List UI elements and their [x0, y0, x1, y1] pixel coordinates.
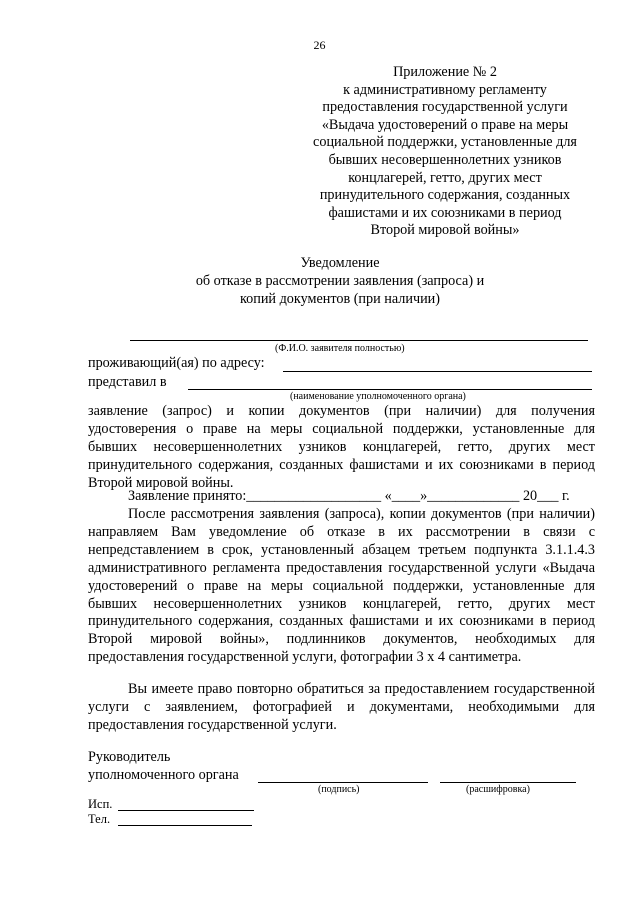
appendix-block [300, 64, 590, 240]
organ-line [188, 389, 592, 390]
appendix-line: фашистами и их союзниками в период [328, 204, 562, 221]
organ-caption: (наименование уполномоченного органа) [290, 391, 466, 402]
title-line: копий документов (при наличии) [239, 291, 440, 307]
address-label: проживающий(ая) по адресу: [88, 355, 265, 371]
appendix-line: Второй мировой войны» [370, 222, 520, 239]
appendix-line: «Выдача удостоверений о праве на меры [321, 116, 569, 133]
signature-line [258, 782, 428, 783]
title-line: об отказе в рассмотрении заявления (запроса) и [195, 273, 485, 289]
executor-label: Исп. [88, 797, 113, 811]
appendix-line: к административному регламенту [343, 81, 547, 98]
signature-role: Руководитель [88, 749, 171, 765]
appendix-line: предоставления государственной услуги [322, 99, 568, 116]
decode-line [440, 782, 576, 783]
accepted-line: Заявление принято:___________________ «____»_____________ 20___ г. [128, 488, 570, 504]
executor-line [118, 810, 254, 811]
paragraph-3: Вы имеете право повторно обратиться за предоставлением государственной услуги с заявлением, фотографией и документами, необходимыми для предоставления государственной услуги. [88, 681, 595, 733]
title-heading: Уведомление [300, 255, 380, 271]
appendix-line: социальной поддержки, установленные для [313, 134, 577, 151]
fio-line [130, 340, 588, 341]
decode-caption: (расшифровка) [466, 784, 530, 795]
signature-organ: уполномоченного органа [88, 767, 239, 783]
paragraph-2: После рассмотрения заявления (запроса), копии документов (при наличии) направляем Вам уведомление об отказе в их рассмотрении в связи с непредставлением в срок, установленный абзацем третьем подпункта 3.1.1.4.3 административного регламента предоставления государственной услуги «Выдача удостоверений о праве на меры социальной поддержки, установленные для бывших несовершеннолетних узников концлагерей, гетто, других мест принудительного содержания, созданных фашистами и их союзниками в период Второй мировой войны», подлинников документов, необходимых для предоставления государственной услуги, фотографии 3 х 4 сантиметра. [88, 506, 595, 666]
page-number: 26 [313, 38, 326, 52]
document-title [150, 254, 530, 308]
paragraph-1: заявление (запрос) и копии документов (при наличии) для получения удостоверения о праве на меры социальной поддержки, установленные для бывших несовершеннолетних узников концлагерей, гетто, других мест принудительного содержания, созданных фашистами и их союзниками в период Второй мировой войны. [88, 403, 595, 491]
fio-caption: (Ф.И.О. заявителя полностью) [275, 343, 405, 354]
signature-caption: (подпись) [318, 784, 360, 795]
submitted-label: представил в [88, 374, 167, 390]
phone-label: Тел. [88, 812, 111, 826]
appendix-line: бывших несовершеннолетних узников [328, 151, 562, 168]
appendix-line: Приложение № 2 [393, 64, 497, 80]
appendix-line: концлагерей, гетто, других мест [348, 169, 542, 186]
phone-line [118, 825, 252, 826]
address-line [283, 371, 592, 372]
appendix-line: принудительного содержания, созданных [319, 187, 571, 204]
